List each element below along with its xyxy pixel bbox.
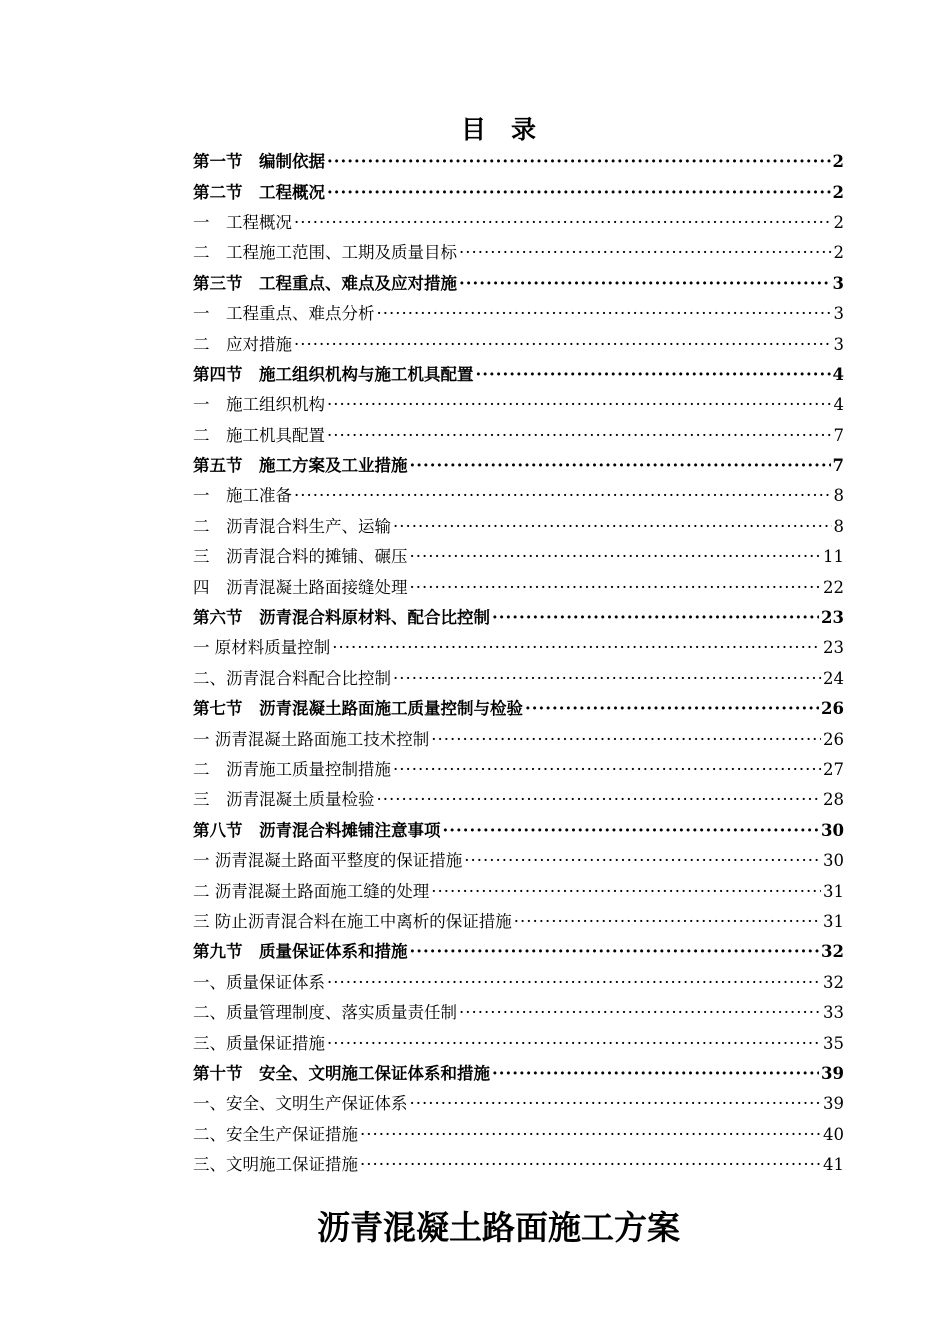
- toc-entry-label: 二 沥青混凝土路面施工缝的处理: [193, 881, 430, 901]
- toc-page-number: 23: [821, 608, 844, 628]
- toc-entry-label: 二、质量管理制度、落实质量责任制: [193, 1003, 457, 1023]
- toc-item-entry[interactable]: [193, 572, 844, 602]
- toc-entry-label: 三 沥青混凝土质量检验: [193, 790, 375, 810]
- toc-section-entry[interactable]: [193, 937, 844, 967]
- toc-page-number: 30: [823, 851, 844, 871]
- toc-entry-label: 第二节 工程概况: [193, 182, 325, 202]
- toc-section-entry[interactable]: [193, 269, 844, 299]
- toc-entry-label: 第七节 沥青混凝土路面施工质量控制与检验: [193, 699, 523, 719]
- toc-entry-label: 三 防止沥青混合料在施工中离析的保证措施: [193, 911, 512, 931]
- toc-item-entry[interactable]: [193, 1089, 844, 1119]
- toc-page-number: 40: [823, 1124, 844, 1144]
- toc-section-entry[interactable]: [193, 1059, 844, 1089]
- toc-dot-leader: [443, 816, 820, 846]
- toc-dot-leader: [492, 603, 819, 633]
- toc-item-entry[interactable]: [193, 633, 844, 663]
- toc-section-entry[interactable]: [193, 360, 844, 390]
- toc-entry-label: 一 施工组织机构: [193, 395, 325, 415]
- toc-dot-leader: [327, 421, 832, 451]
- toc-item-entry[interactable]: [193, 299, 844, 329]
- table-of-contents: [193, 147, 844, 1180]
- toc-entry-label: 二、沥青混合料配合比控制: [193, 668, 391, 688]
- toc-dot-leader: [360, 1120, 821, 1150]
- toc-page-number: 2: [833, 212, 844, 232]
- toc-page-number: 7: [833, 425, 844, 445]
- toc-page-number: 2: [832, 152, 844, 172]
- toc-section-entry[interactable]: [193, 603, 844, 633]
- toc-page-number: 26: [821, 699, 844, 719]
- toc-page-number: 11: [823, 547, 844, 567]
- toc-page-number: 24: [823, 668, 844, 688]
- toc-dot-leader: [294, 330, 832, 360]
- toc-dot-leader: [459, 238, 832, 268]
- toc-item-entry[interactable]: [193, 998, 844, 1028]
- toc-page-number: 30: [821, 820, 844, 840]
- toc-entry-label: 三 沥青混合料的摊铺、碾压: [193, 547, 408, 567]
- toc-page-number: 28: [823, 790, 844, 810]
- toc-page-number: 8: [833, 516, 844, 536]
- toc-item-entry[interactable]: [193, 876, 844, 906]
- toc-dot-leader: [294, 208, 832, 238]
- toc-page-number: 27: [823, 760, 844, 779]
- toc-entry-label: 二 应对措施: [193, 334, 292, 354]
- toc-dot-leader: [410, 1089, 822, 1119]
- toc-item-entry[interactable]: [193, 390, 844, 420]
- toc-page-number: 4: [832, 364, 844, 384]
- toc-dot-leader: [492, 1059, 819, 1089]
- toc-entry-label: 一、安全、文明生产保证体系: [193, 1094, 408, 1114]
- toc-entry-label: 一 工程概况: [193, 212, 292, 232]
- toc-entry-label: 一 施工准备: [193, 486, 292, 506]
- toc-entry-label: 第三节 工程重点、难点及应对措施: [193, 273, 457, 293]
- toc-page-number: 39: [823, 1094, 844, 1114]
- toc-entry-label: 四 沥青混凝土路面接缝处理: [193, 577, 408, 597]
- toc-dot-leader: [393, 664, 821, 694]
- toc-dot-leader: [327, 178, 831, 208]
- toc-page-number: 3: [833, 304, 844, 324]
- toc-page-number: 7: [832, 456, 844, 476]
- toc-item-entry[interactable]: [193, 1120, 844, 1150]
- toc-title: 目 录: [460, 115, 536, 144]
- toc-item-entry[interactable]: [193, 846, 844, 876]
- toc-dot-leader: [327, 1029, 821, 1059]
- toc-dot-leader: [514, 907, 821, 937]
- toc-page-number: 32: [823, 972, 844, 992]
- toc-dot-leader: [377, 785, 822, 815]
- toc-item-entry[interactable]: [193, 421, 844, 451]
- toc-page-number: 23: [823, 638, 844, 658]
- toc-page-number: 31: [823, 881, 844, 901]
- toc-item-entry[interactable]: [193, 785, 844, 815]
- toc-entry-label: 一 沥青混凝土路面施工技术控制: [193, 729, 430, 749]
- toc-dot-leader: [410, 451, 831, 481]
- toc-entry-label: 一、质量保证体系: [193, 972, 325, 992]
- toc-dot-leader: [327, 968, 821, 998]
- toc-page-number: 22: [823, 577, 844, 597]
- toc-dot-leader: [393, 512, 832, 542]
- toc-dot-leader: [332, 633, 821, 663]
- toc-item-entry[interactable]: [193, 907, 844, 937]
- toc-item-entry[interactable]: [193, 512, 844, 542]
- toc-entry-label: 第十节 安全、文明施工保证体系和措施: [193, 1063, 490, 1083]
- toc-item-entry[interactable]: [193, 968, 844, 998]
- toc-page-number: 3: [833, 334, 844, 354]
- toc-page-number: 39: [821, 1063, 844, 1083]
- toc-entry-label: 一 沥青混凝土路面平整度的保证措施: [193, 851, 463, 871]
- toc-entry-label: 第五节 施工方案及工业措施: [193, 456, 408, 476]
- toc-dot-leader: [525, 694, 819, 724]
- toc-dot-leader: [393, 755, 821, 785]
- toc-page-number: 2: [832, 182, 844, 202]
- toc-section-entry[interactable]: [193, 147, 844, 177]
- toc-entry-label: 第四节 施工组织机构与施工机具配置: [193, 364, 474, 384]
- toc-dot-leader: [360, 1150, 821, 1180]
- toc-dot-leader: [476, 360, 831, 390]
- toc-entry-label: 三、文明施工保证措施: [193, 1155, 358, 1175]
- toc-dot-leader: [459, 998, 821, 1028]
- toc-dot-leader: [327, 147, 831, 177]
- toc-entry-label: 二 工程施工范围、工期及质量目标: [193, 243, 457, 263]
- toc-dot-leader: [410, 937, 820, 967]
- toc-dot-leader: [327, 390, 832, 420]
- toc-entry-label: 第八节 沥青混合料摊铺注意事项: [193, 820, 441, 840]
- toc-item-entry[interactable]: [193, 1150, 844, 1180]
- toc-dot-leader: [377, 299, 832, 329]
- toc-item-entry[interactable]: [193, 664, 844, 694]
- toc-item-entry[interactable]: [193, 755, 844, 785]
- toc-dot-leader: [431, 725, 821, 755]
- toc-item-entry[interactable]: [193, 481, 844, 511]
- toc-entry-label: 二 施工机具配置: [193, 425, 325, 445]
- toc-page-number: 26: [823, 729, 844, 749]
- toc-section-entry[interactable]: [193, 177, 844, 207]
- toc-entry-label: 第一节 编制依据: [193, 152, 325, 172]
- toc-dot-leader: [464, 846, 821, 876]
- toc-entry-label: 第九节 质量保证体系和措施: [193, 942, 408, 962]
- toc-dot-leader: [459, 269, 831, 299]
- toc-page-number: 35: [823, 1033, 844, 1053]
- toc-page-number: 4: [833, 395, 844, 415]
- toc-section-entry[interactable]: [193, 694, 844, 724]
- toc-item-entry[interactable]: [193, 208, 844, 238]
- toc-entry-label: 二 沥青施工质量控制措施: [193, 760, 391, 779]
- document-title: 沥青混凝土路面施工方案: [317, 1208, 680, 1247]
- toc-dot-leader: [410, 573, 822, 603]
- toc-page-number: 41: [823, 1155, 844, 1175]
- toc-dot-leader: [410, 542, 822, 572]
- toc-page-number: 33: [823, 1003, 844, 1023]
- toc-page-number: 31: [823, 911, 844, 931]
- toc-item-entry[interactable]: [193, 724, 844, 754]
- toc-page-number: 2: [833, 243, 844, 263]
- toc-section-entry[interactable]: [193, 451, 844, 481]
- toc-entry-label: 一 原材料质量控制: [193, 638, 331, 658]
- toc-page-number: 32: [821, 942, 844, 962]
- toc-entry-label: 二、安全生产保证措施: [193, 1124, 358, 1144]
- toc-item-entry[interactable]: [193, 1028, 844, 1058]
- toc-entry-label: 二 沥青混合料生产、运输: [193, 516, 391, 536]
- toc-entry-label: 一 工程重点、难点分析: [193, 304, 375, 324]
- toc-item-entry[interactable]: [193, 238, 844, 268]
- toc-dot-leader: [294, 481, 832, 511]
- toc-dot-leader: [431, 877, 821, 907]
- toc-item-entry[interactable]: [193, 542, 844, 572]
- toc-entry-label: 第六节 沥青混合料原材料、配合比控制: [193, 608, 490, 628]
- toc-section-entry[interactable]: [193, 816, 844, 846]
- toc-page-number: 8: [833, 486, 844, 506]
- toc-item-entry[interactable]: [193, 329, 844, 359]
- toc-page-number: 3: [832, 273, 844, 293]
- toc-entry-label: 三、质量保证措施: [193, 1033, 325, 1053]
